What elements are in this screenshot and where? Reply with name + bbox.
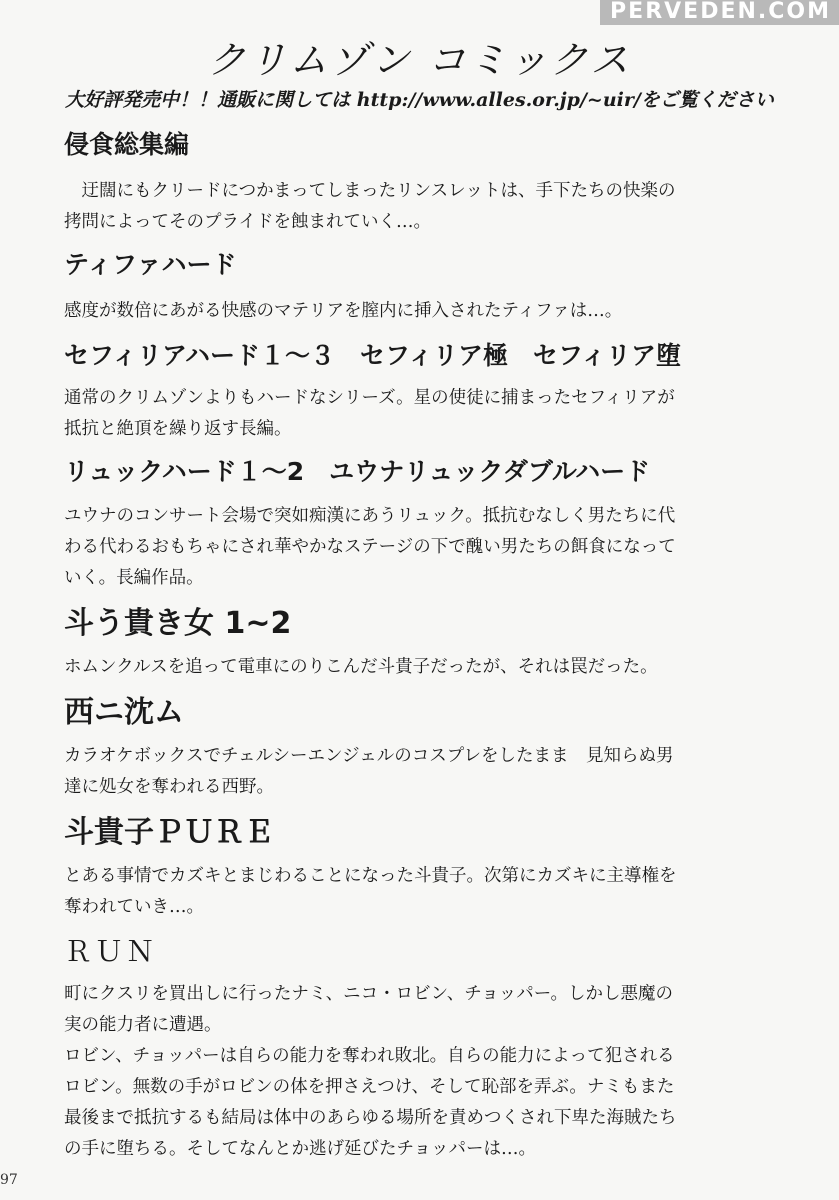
catalog-entry (64, 813, 784, 923)
entry-title: 西ニ沈ム (64, 695, 184, 730)
page-subtitle: 大好評発売中！！通販に関しては http://www.alles.or.jp/~uir/をご覧ください (65, 89, 774, 111)
catalog-entry (64, 455, 784, 594)
entry-description-line: カラオケボックスでチェルシーエンジェルのコスプレをしたまま 見知らぬ男 (64, 746, 674, 766)
catalog-entry (64, 693, 784, 803)
entry-title: リュックハード１～2 ユウナリュックダブルハード (64, 457, 651, 486)
entry-title: ＲＵＮ (64, 935, 158, 968)
entry-description-line: 拷問によってそのプライドを蝕まれていく…。 (64, 212, 431, 232)
entry-description-line: の手に堕ちる。そしてなんとか逃げ延びたチョッパーは…。 (64, 1139, 536, 1159)
site-watermark: PERVEDEN.COM (600, 0, 839, 25)
catalog-entry (64, 128, 784, 238)
entry-description-line: わる代わるおもちゃにされ華やかなステージの下で醜い男たちの餌食になって (64, 537, 676, 557)
entry-description-line: 感度が数倍にあがる快感のマテリアを膣内に挿入されたティファは…。 (64, 301, 623, 321)
entry-title: ティファハード (64, 250, 237, 279)
entry-description-line: とある事情でカズキとまじわることになった斗貴子。次第にカズキに主導権を (64, 866, 677, 886)
entry-description-line: ロビン、チョッパーは自らの能力を奪われ敗北。自らの能力によって犯される (64, 1046, 675, 1066)
page-number: 97 (0, 1172, 18, 1188)
entry-description-line: いく。長編作品。 (64, 568, 204, 588)
entry-description-line: ホムンクルスを追って電車にのりこんだ斗貴子だったが、それは罠だった。 (64, 657, 658, 677)
entry-title: 斗貴子ＰＵＲＥ (64, 815, 274, 850)
entry-description-line: 通常のクリムゾンよりもハードなシリーズ。星の使徒に捕まったセフィリアが (64, 388, 675, 408)
entry-description-line: 奪われていき…。 (64, 897, 204, 917)
page-title: クリムゾン コミックス (207, 38, 632, 82)
entry-description-line: 実の能力者に遭遇。 (64, 1015, 222, 1035)
entry-title: 侵食総集編 (64, 130, 190, 159)
catalog-entry (64, 935, 784, 1165)
catalog-entry (64, 248, 784, 327)
entry-description-line: 最後まで抵抗するも結局は体中のあらゆる場所を責めつくされ下卑た海賊たち (64, 1108, 677, 1128)
catalog-list (64, 124, 784, 1165)
entry-title: 斗う貴き女 1~2 (64, 606, 292, 641)
catalog-entry (64, 604, 784, 683)
entry-description-line: 町にクスリを買出しに行ったナミ、ニコ・ロビン、チョッパー。しかし悪魔の (64, 984, 673, 1004)
entry-description-line: 達に処女を奪われる西野。 (64, 777, 274, 797)
catalog-entry (64, 339, 784, 445)
entry-description-line: ロビン。無数の手がロビンの体を押さえつけ、そして恥部を弄ぶ。ナミもまた (64, 1077, 675, 1097)
entry-description-line: ユウナのコンサート会場で突如痴漢にあうリュック。抵抗むなしく男たちに代 (64, 506, 676, 526)
entry-description-line: 抵抗と絶頂を繰り返す長編。 (64, 419, 292, 439)
entry-description-line: 迂闊にもクリードにつかまってしまったリンスレットは、手下たちの快楽の (81, 181, 676, 201)
entry-title: セフィリアハード１～３ セフィリア極 セフィリア堕 (64, 341, 682, 370)
